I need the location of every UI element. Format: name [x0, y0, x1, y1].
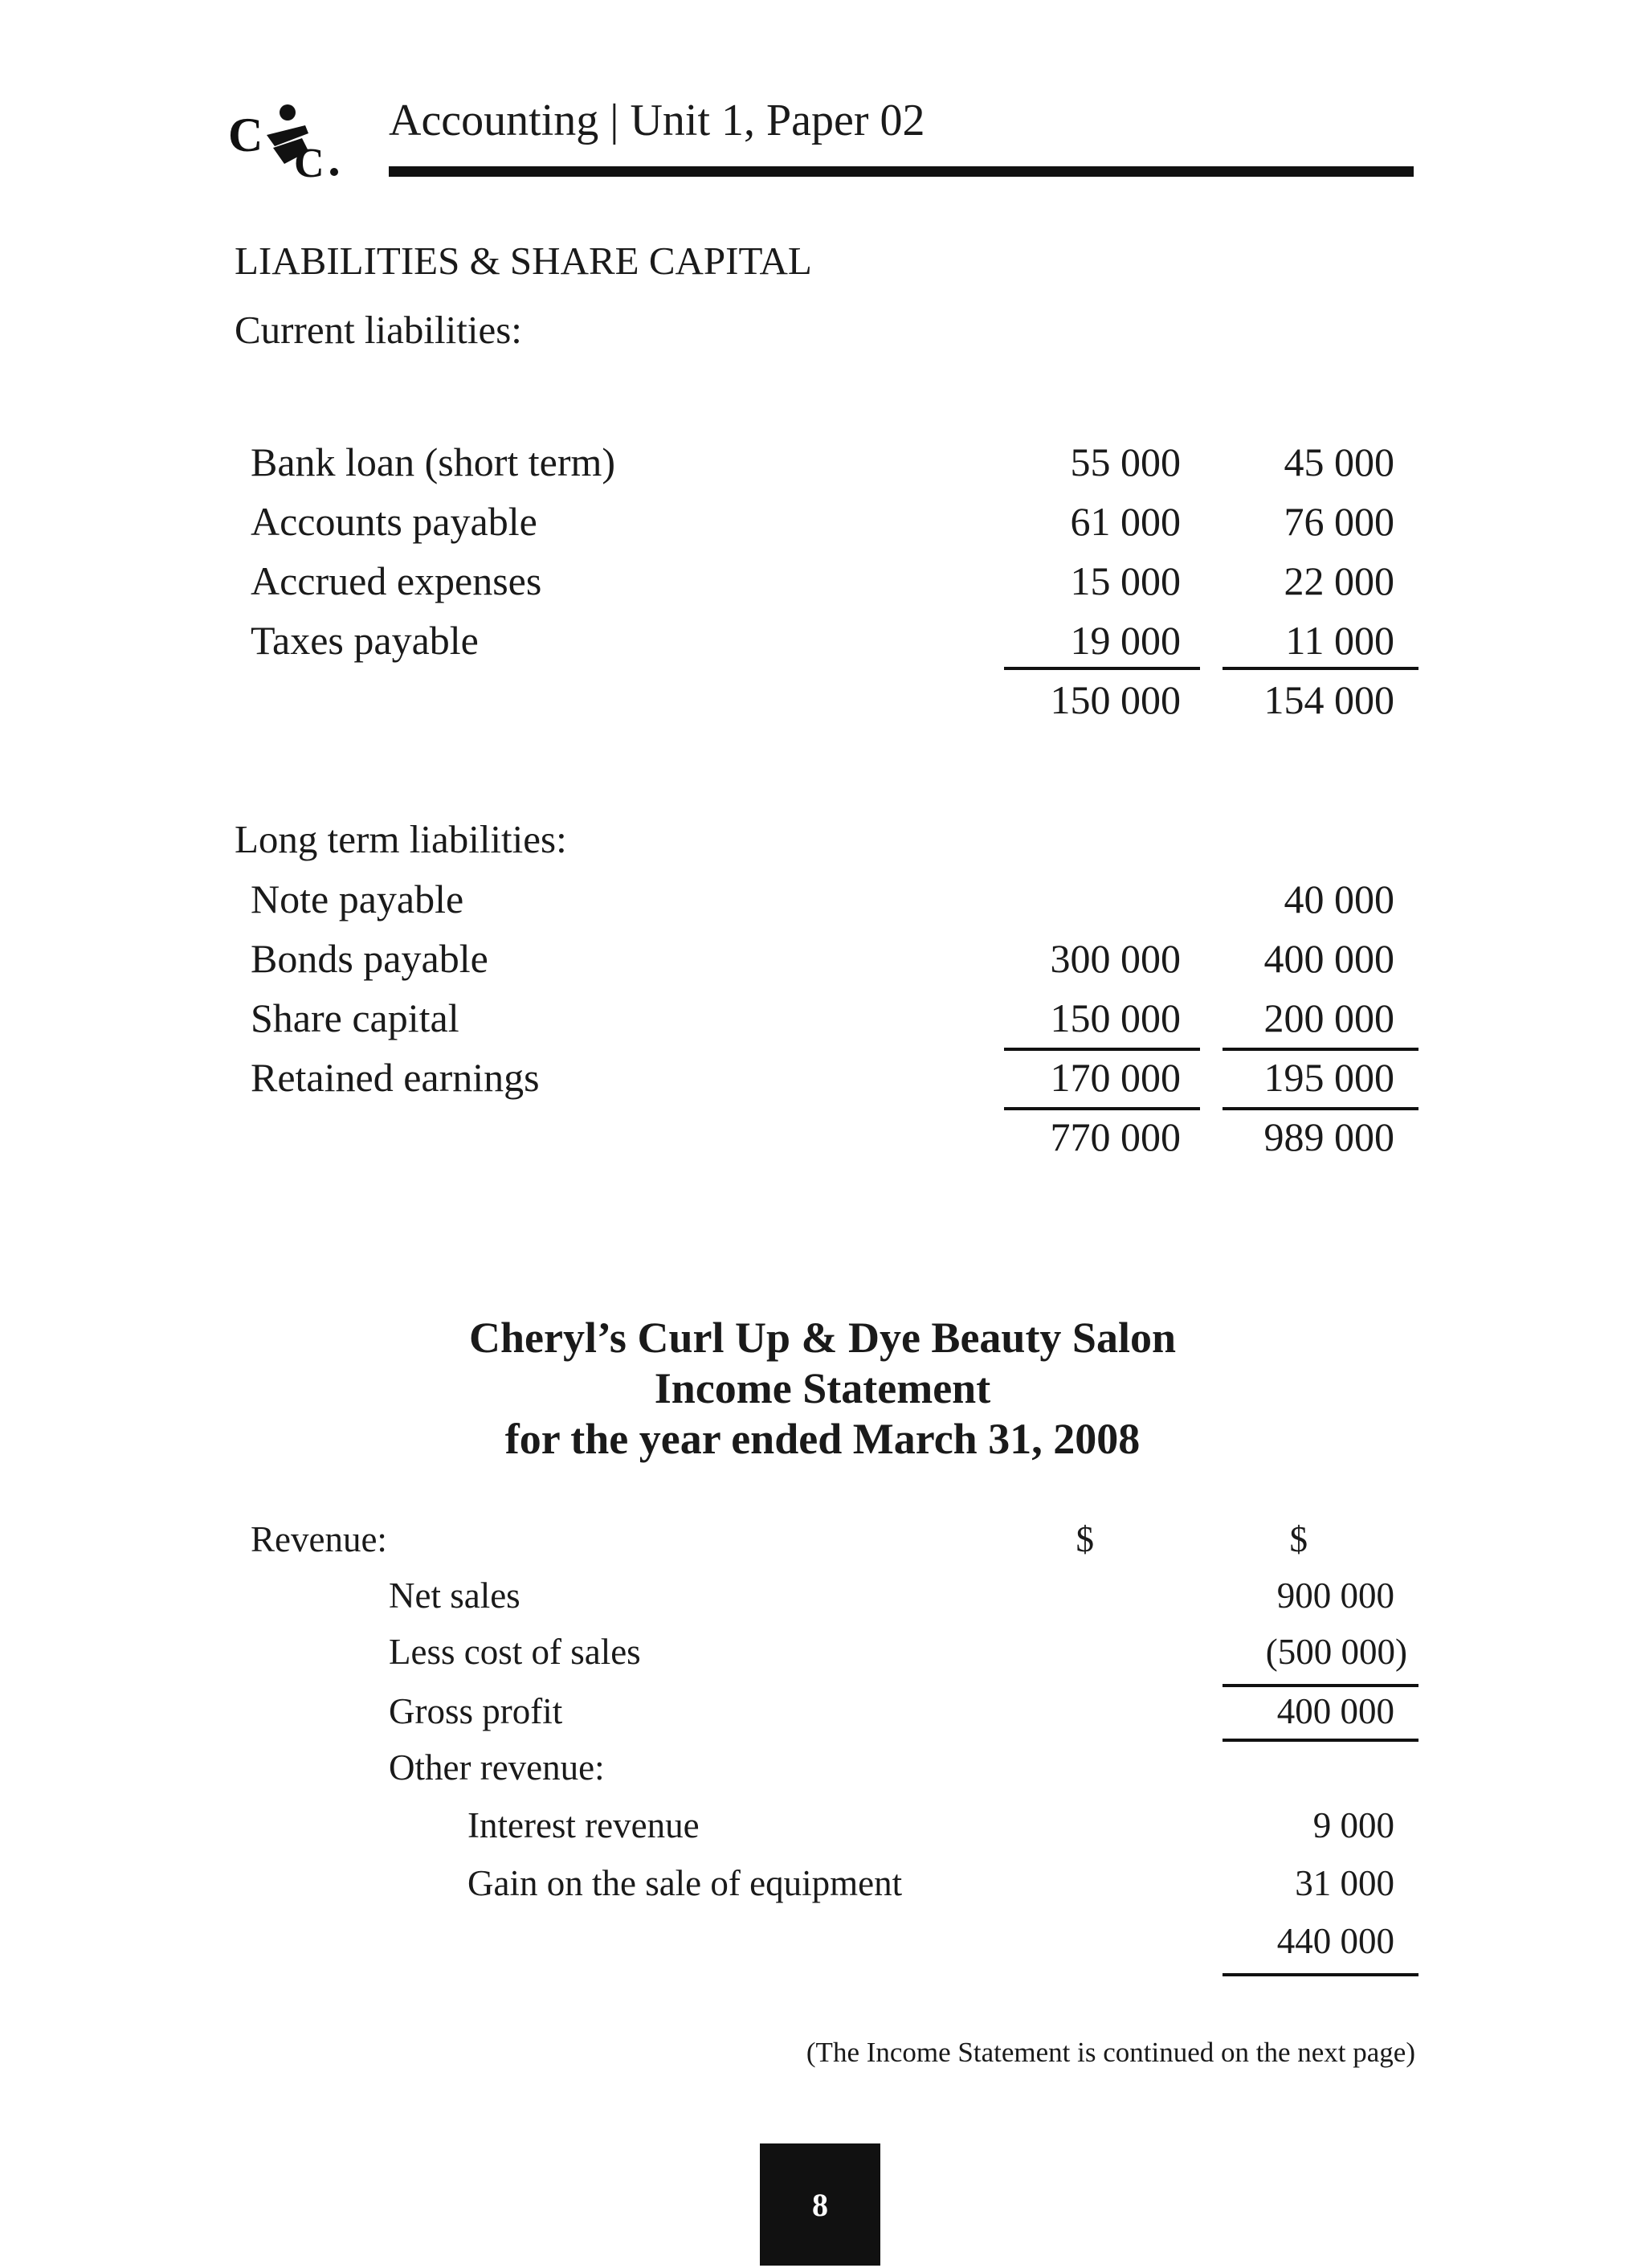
svg-text:C: C	[228, 108, 263, 161]
value-col2: 195 000	[1263, 1055, 1394, 1100]
statement-period: for the year ended March 31, 2008	[504, 1415, 1141, 1463]
value-col1: 61 000	[1070, 499, 1181, 544]
total-row	[0, 676, 1645, 733]
statement-title-block	[0, 1313, 1645, 1465]
subtotal-rule	[1004, 1048, 1200, 1051]
value-col2: 40 000	[1284, 877, 1394, 922]
row-value: 31 000	[1295, 1863, 1394, 1903]
row-label: Net sales	[389, 1575, 520, 1616]
value-col2: 22 000	[1284, 558, 1394, 603]
total-rule	[1223, 1107, 1418, 1110]
continuation-note: (The Income Statement is continued on the next page)	[806, 2037, 1415, 2068]
row-label: Gain on the sale of equipment	[467, 1863, 903, 1903]
value-col1: 55 000	[1070, 439, 1181, 484]
value-col1: 15 000	[1070, 558, 1181, 603]
table-row	[0, 498, 1645, 554]
table-row	[0, 617, 1645, 673]
row-label: Taxes payable	[251, 618, 479, 663]
row-label: Bank loan (short term)	[251, 439, 616, 484]
subtotal-rule	[1223, 667, 1418, 670]
total-rule	[1004, 1107, 1200, 1110]
revenue-header-row	[0, 1518, 1645, 1571]
row-label: Accounts payable	[251, 499, 537, 544]
row-label: Retained earnings	[251, 1055, 540, 1100]
total-row	[0, 1920, 1645, 1973]
table-row	[0, 1804, 1645, 1857]
table-row	[0, 1631, 1645, 1684]
row-value: (500 000)	[1265, 1632, 1407, 1672]
value-col2: 400 000	[1263, 936, 1394, 981]
row-label: Other revenue:	[389, 1747, 605, 1788]
value-col2: 11 000	[1285, 618, 1394, 663]
value-col1: 170 000	[1050, 1055, 1181, 1100]
table-row	[0, 1575, 1645, 1628]
subtotal-rule	[1223, 1048, 1418, 1051]
value-col2: 76 000	[1284, 499, 1394, 544]
page-number: 8	[760, 2143, 880, 2266]
row-label: Less cost of sales	[389, 1632, 641, 1672]
grand-total-row	[0, 1114, 1645, 1170]
revenue-label: Revenue:	[251, 1519, 387, 1559]
total-value: 440 000	[1276, 1921, 1394, 1961]
table-row	[0, 1054, 1645, 1110]
value-col1: 300 000	[1050, 936, 1181, 981]
currency-col2: $	[1289, 1519, 1308, 1559]
long-term-liabilities-label: Long term liabilities:	[235, 817, 567, 861]
value-col2: 45 000	[1284, 439, 1394, 484]
row-label: Share capital	[251, 995, 459, 1040]
subtotal-rule	[1223, 1739, 1418, 1742]
svg-text:C: C	[294, 141, 325, 182]
table-row	[0, 1862, 1645, 1915]
cxc-logo	[228, 101, 344, 182]
row-label: Gross profit	[389, 1691, 563, 1731]
total-col1: 770 000	[1050, 1114, 1181, 1159]
total-col2: 989 000	[1263, 1114, 1394, 1159]
company-name: Cheryl’s Curl Up & Dye Beauty Salon	[468, 1314, 1176, 1362]
value-col2: 200 000	[1263, 995, 1394, 1040]
row-value: 900 000	[1276, 1575, 1394, 1616]
table-row	[0, 1747, 1645, 1800]
table-row	[0, 876, 1645, 932]
subtotal-rule	[1223, 1684, 1418, 1687]
table-row	[0, 935, 1645, 991]
currency-col1: $	[1076, 1519, 1094, 1559]
section-heading: LIABILITIES & SHARE CAPITAL	[235, 239, 812, 283]
header-title: Accounting | Unit 1, Paper 02	[389, 96, 925, 145]
total-col2: 154 000	[1263, 677, 1394, 722]
statement-title: Income Statement	[654, 1364, 991, 1412]
row-value: 9 000	[1312, 1805, 1394, 1845]
subtotal-rule	[1004, 667, 1200, 670]
current-liabilities-label: Current liabilities:	[235, 308, 522, 352]
table-row	[0, 995, 1645, 1051]
table-row	[0, 1690, 1645, 1743]
total-rule	[1223, 1973, 1418, 1976]
total-col1: 150 000	[1050, 677, 1181, 722]
row-label: Bonds payable	[251, 936, 488, 981]
table-row	[0, 439, 1645, 495]
row-label: Interest revenue	[467, 1805, 700, 1845]
header-rule	[389, 166, 1414, 177]
table-row	[0, 558, 1645, 614]
row-label: Accrued expenses	[251, 558, 542, 603]
value-col1: 150 000	[1050, 995, 1181, 1040]
value-col1: 19 000	[1070, 618, 1181, 663]
row-label: Note payable	[251, 877, 464, 922]
row-value: 400 000	[1276, 1691, 1394, 1731]
